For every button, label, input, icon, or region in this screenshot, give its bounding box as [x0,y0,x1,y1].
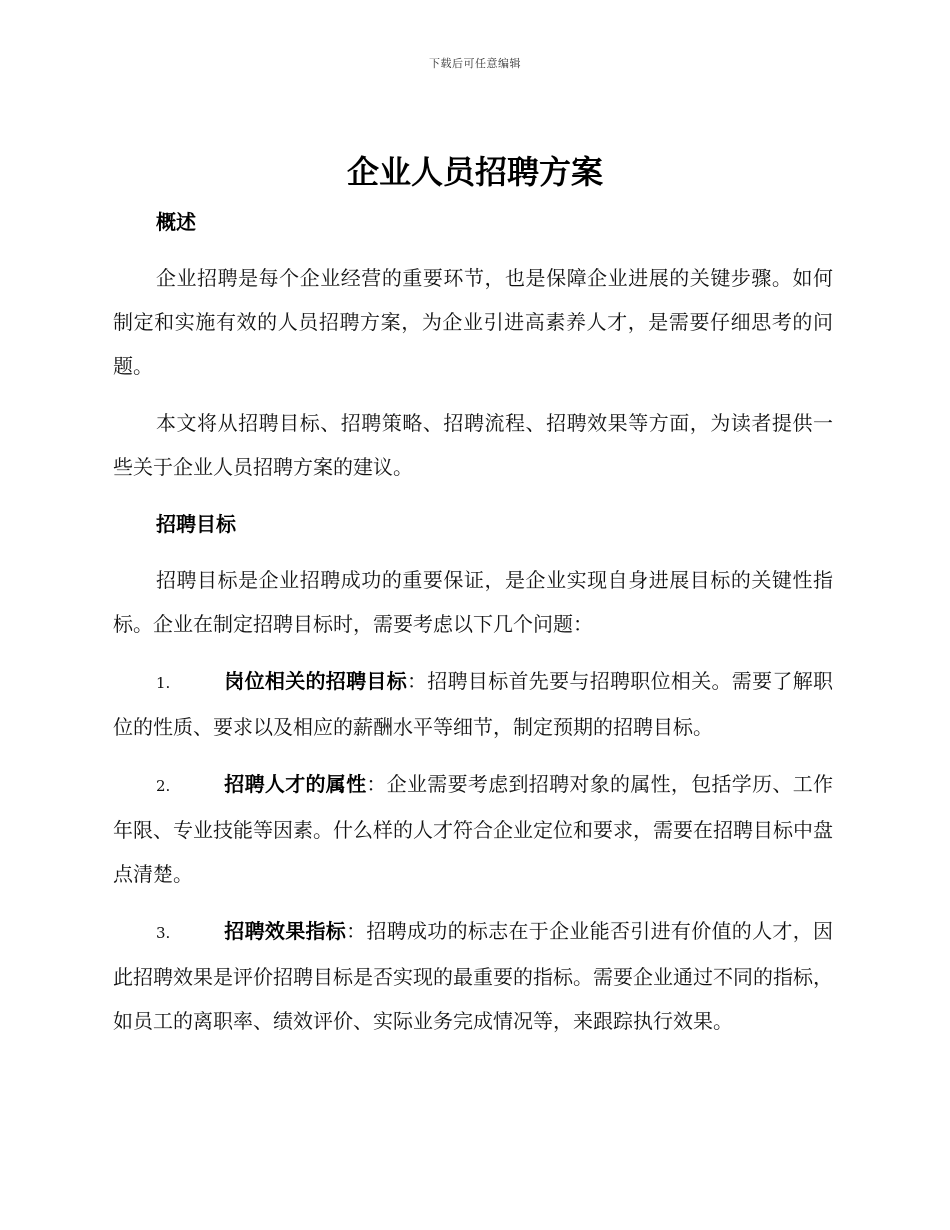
list-item [113,659,833,749]
list-text: ：企业需要考虑到招聘对象的属性，包括学历、工作年限、专业技能等因素。什么样的人才符合企业定位和要求，需要在招聘目标中盘点清楚。 [113,772,834,886]
list-term: 岗位相关的招聘目标 [224,669,407,693]
header-note: 下载后可任意编辑 [429,57,521,70]
list-item [113,909,833,1043]
list-text: ：招聘成功的标志在于企业能否引进有价值的人才，因此招聘效果是评价招聘目标是否实现的最重要的指标。需要企业通过不同的指标，如员工的离职率、绩效评价、实际业务完成情况等，来跟踪执行效果。 [113,919,834,1033]
section-heading-goals: 招聘目标 [156,512,236,536]
list-term: 招聘人才的属性 [224,772,367,796]
list-term: 招聘效果指标 [224,919,347,943]
list-number: 1. [156,674,171,692]
document-body [113,200,833,1056]
list-item [113,762,833,896]
paragraph: 招聘目标是企业招聘成功的重要保证，是企业实现自身进展目标的关键性指标。企业在制定招聘目标时，需要考虑以下几个问题： [113,568,833,636]
section-heading-overview: 概述 [156,210,196,234]
paragraph: 本文将从招聘目标、招聘策略、招聘流程、招聘效果等方面，为读者提供一些关于企业人员招聘方案的建议。 [113,411,833,479]
list-text: ：招聘目标首先要与招聘职位相关。需要了解职位的性质、要求以及相应的薪酬水平等细节，制定预期的招聘目标。 [113,669,833,739]
list-number: 3. [156,924,171,942]
list-number: 2. [156,777,171,795]
paragraph: 企业招聘是每个企业经营的重要环节，也是保障企业进展的关键步骤。如何制定和实施有效的人员招聘方案，为企业引进高素养人才，是需要仔细思考的问题。 [113,266,833,378]
page-title: 企业人员招聘方案 [346,153,603,191]
